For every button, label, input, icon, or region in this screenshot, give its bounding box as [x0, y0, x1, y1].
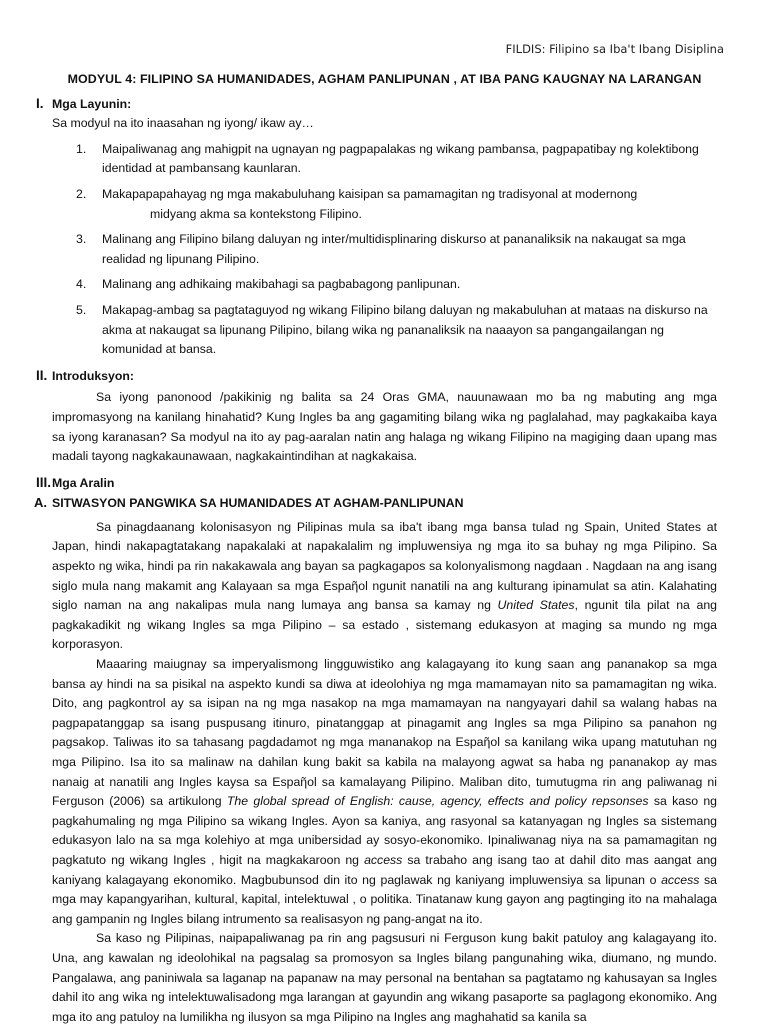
objectives-list [52, 140, 717, 360]
module-title: MODYUL 4: FILIPINO SA HUMANIDADES, AGHAM PANLIPUNAN , AT IBA PANG KAUGNAY NA LARANGAN [67, 72, 702, 86]
section-heading-lessons [36, 473, 717, 494]
list-item [52, 275, 717, 295]
article-title: The global spread of English: cause, agency, effects and policy repsonses [226, 794, 649, 809]
section-title: Mga Aralin [52, 475, 115, 490]
objectives-intro: Sa modyul na ito inaasahan ng iyong/ ikaw ay… [52, 116, 314, 131]
introduction-paragraph: Sa iyong panonood /pakikinig ng balita sa 24 Oras GMA, nauunawaan mo ba ng mabuting ang mga impromasyong na kanilang hinahatid? Kung Ingles ba ang gagamiting bilang wika ng paglalahad, may pagkakaiba kaya sa iyong karanasan? Sa modyul na ito ay pag-aaralan natin ang halaga ng wikang Filipino na magiging daan upang mas madali tayong nagkakaunawaan, nagkakaintindihan at nagkakaisa. [52, 390, 717, 464]
emphasis-text: access [364, 852, 403, 867]
list-number: 5. [76, 302, 87, 317]
lesson-paragraph: Sa kaso ng Pilipinas, naipapaliwanag pa rin ang pagsusuri ni Ferguson kung bakit patuloy ang kalagayang ito. Una, ang kawalan ng ideolohikal na pagsalag sa promosyon sa Ingles bilang pangunahing wika, diumano, ng mundo. Pangalawa, ang paniniwala sa laganap na papanaw na may personal na bentahan sa pagtatamo ng kahusayan sa Ingles dahil ito ang wika ng intelektuwalisadong mga larangan at gayundin ang wikang pasaporte sa paglagong ekonomiko. Ang mga ito ang patuloy na lumilikha ng ilusyon sa mga Pilipino na Ingles ang maghahatid sa kanila sa [52, 931, 717, 1024]
lesson-paragraph: Maaaring maiugnay sa imperyalismong lingguwistiko ang kalagayang ito kung saan ang pananakop sa mga bansa ay hindi na sa pisikal na aspekto kundi sa diwa at ideolohiya ng mga mamamayan nito sa pamamagitan ng wika. Dito, ang pagkontrol ay sa isipan na ng mga nasakop na mga mamamayan na nangyayari dahil sa walang habas na pagpapatanggap sa isang puspusang itinuro, pinatanggap at pinagamit ang Ingles sa mga Pilipino sa panahon ng pagsakop. Taliwas ito sa tahasang pagdadamot ng mga mananakop na Espaῆol sa kanilang wika upang matutuhan ng mga Pilipino. Isa ito sa malinaw na dahilan kung bakit sa kabila na malayong agwat sa haba ng pananakop ay mas nanaig at nanatili ang Ingles kaysa sa Espaῆol sa kamalayang Pilipino. Maliban dito, tumutugma rin ang paliwanag ni Ferguson (2006) sa artikulong The global spread of English: cause, agency, effects and policy repsonses sa kaso ng pagkahumaling ng mga Pilipino sa wikang Ingles. Ayon sa kaniya, ang rasyonal sa katanyagan ng Ingles sa sistemang edukasyon lalo na sa mga kolehiyo at mga unibersidad ay sosyo-ekonomiko. Ipinaliwanag niya na sa pamamagitan ng pagkatuto ng wikang Ingles , higit na magkakaroon ng access sa trabaho ang isang tao at dahil dito mas aangat ang kaniyang kalagayang ekonomiko. Magbubunsod din ito ng paglawak ng kaniyang impluwensiya sa lipunan o access sa mga may kapangyarihan, kultural, kapital, intelektuwal , o politika. Tinatanaw kung gayon ang pagtinging ito na mahalaga ang gampanin ng Ingles bilang intrumento sa realisasyon ng pang-angat na ito. [52, 657, 718, 926]
list-text: Maipaliwanag ang mahigpit na ugnayan ng pagpapalakas ng wikang pambansa, pagpapatibay ng kolektibong identidad at pambansang kaunlaran. [102, 141, 699, 176]
section-heading-introduction [36, 366, 717, 387]
section-number: I. [36, 95, 44, 111]
subsection-title: SITWASYON PANGWIKA SA HUMANIDADES AT AGHAM-PANLIPUNAN [52, 496, 464, 511]
list-text-continuation: midyang akma sa kontekstong Filipino. [150, 206, 362, 221]
list-number: 2. [76, 186, 87, 201]
section-title: Mga Layunin: [52, 96, 132, 111]
list-item [52, 140, 717, 179]
list-item [52, 185, 717, 224]
document-body [34, 70, 718, 1027]
list-item [52, 301, 717, 360]
section-title: Introduksyon: [52, 368, 134, 383]
running-header: FILDIS: Filipino sa Iba't Ibang Disiplina [505, 42, 724, 56]
list-number: 4. [76, 277, 87, 292]
list-text: Makapag-ambag sa pagtataguyod ng wikang Filipino bilang daluyan ng makabuluhan at mataas na diskurso na akma at nakaugat sa lipunang Pilipino, bilang wika ng pananaliksik na naaayon sa pangangailangan ng komunidad at bansa. [102, 302, 708, 357]
list-item [52, 230, 717, 269]
list-text [102, 185, 717, 224]
list-text: Malinang ang adhikaing makibahagi sa pagbabagong panlipunan. [102, 277, 461, 292]
emphasis-text: United States [497, 598, 575, 613]
list-number: 1. [76, 141, 87, 156]
subsection-heading-a [34, 493, 717, 514]
emphasis-text: access [661, 872, 700, 887]
subsection-letter: A. [34, 495, 47, 511]
section-number: III. [36, 474, 52, 490]
list-text: Malinang ang Filipino bilang daluyan ng inter/multidisplinaring diskurso at pananaliksik na nakaugat sa mga realidad ng lipunang Pilipino. [102, 232, 686, 266]
section-heading-objectives [36, 94, 717, 115]
lesson-paragraph: Sa pinagdaanang kolonisasyon ng Pilipinas mula sa iba't ibang mga bansa tulad ng Spain, United States at Japan, hindi nakapagtatakang napakalaki at napakalalim ng impluwensiya ng mga ito sa buhay ng mga Pilipino. Sa aspekto ng wika, hindi pa rin nakakawala ang bayan sa pagkagapos sa kolonyalismong nagdaan . Nagdaan na ang isang siglo mula nang makamit ang Kalayaan sa mga Espaῆol ngunit nanatili na ang kulturang ipinamulat sa atin. Kalahating siglo naman na ang nakalipas mula nang lumaya ang bansa sa kamay ng United States, ngunit tila pilat na ang pagkakadikit ng wikang Ingles sa mga Pilipino – sa estado , sistemang edukasyon at maging sa mundo ng mga korporasyon. [52, 519, 718, 652]
list-text-line: Makapapapahayag ng mga makabuluhang kaisipan sa pamamagitan ng tradisyonal at modernong [102, 186, 638, 201]
section-number: II. [36, 367, 48, 383]
list-number: 3. [76, 232, 87, 247]
